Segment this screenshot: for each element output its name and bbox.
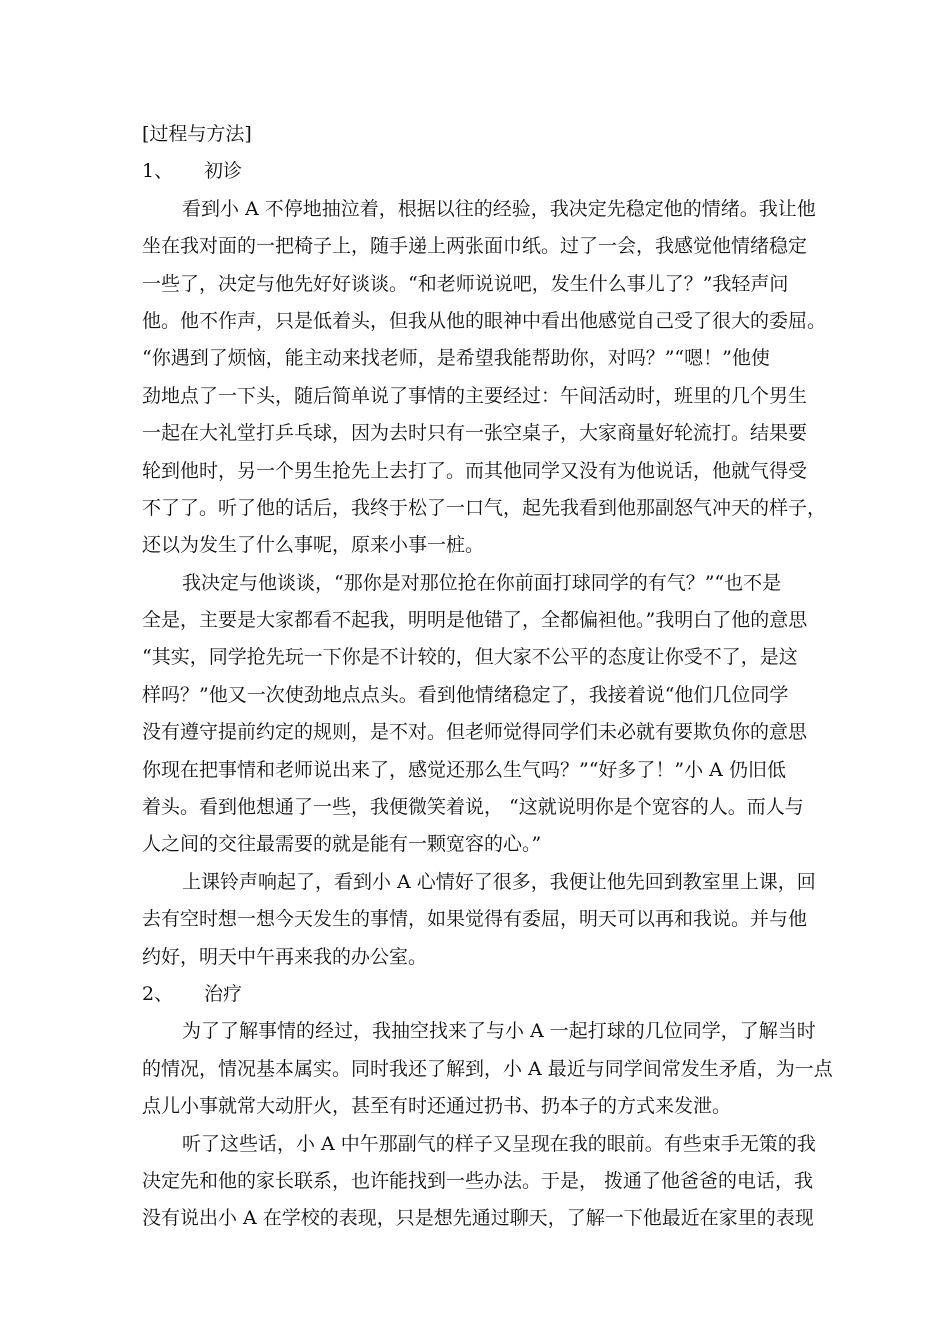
text-line: 不了了。听了他的话后，我终于松了一口气，起先我看到他那副怒气冲天的样子，	[142, 496, 827, 519]
text-line: 没有说出小 A 在学校的表现，只是想先通过聊天，了解一下他最近在家里的表现	[142, 1207, 814, 1230]
paragraph-2	[142, 565, 812, 864]
text-line: 一些了，决定与他先好好谈谈。“和老师说说吧，发生什么事儿了？”我轻声问	[142, 272, 789, 295]
text-line: “你遇到了烦恼，能主动来找老师，是希望我能帮助你，对吗？”“嗯！”他使	[142, 347, 770, 370]
text-line: 你现在把事情和老师说出来了，感觉还那么生气吗？”“好多了！”小 A 仍旧低	[142, 758, 786, 781]
text-line: 一起在大礼堂打乒乓球，因为去时只有一张空桌子，大家商量好轮流打。结果要	[142, 422, 808, 445]
text-line: 轮到他时，另一个男生抢先上去打了。而其他同学又没有为他说话，他就气得受	[142, 459, 808, 482]
step1-heading	[142, 153, 812, 190]
section-heading	[142, 116, 812, 153]
text-line: 劲地点了一下头，随后简单说了事情的主要经过：午间活动时，班里的几个男生	[142, 384, 808, 407]
text-line: 点儿小事就常大动肝火，甚至有时还通过扔书、扔本子的方式来发泄。	[142, 1095, 732, 1118]
text-line: 去有空时想一想今天发生的事情，如果觉得有委屈，明天可以再和我说。并与他	[142, 908, 808, 931]
text-line: 样吗？”他又一次使劲地点点头。看到他情绪稳定了，我接着说“他们几位同学	[142, 683, 789, 706]
step2-heading	[142, 976, 812, 1013]
text-line: 看到小 A 不停地抽泣着，根据以往的经验，我决定先稳定他的情绪。我让他	[182, 197, 816, 220]
section-heading-text: [过程与方法]	[142, 123, 252, 145]
text-line: 我决定与他谈谈，“那你是对那位抢在你前面打球同学的有气？”“也不是	[182, 571, 782, 594]
step1-number: 1、	[142, 160, 174, 183]
text-line: 约好，明天中午再来我的办公室。	[142, 945, 428, 968]
text-line: 全是，主要是大家都看不起我，明明是他错了，全都偏袒他。”我明白了他的意思	[142, 609, 808, 632]
paragraph-5	[142, 1126, 816, 1238]
paragraph-3	[142, 864, 816, 976]
text-line: 听了这些话，小 A 中午那副气的样子又呈现在我的眼前。有些束手无策的我	[182, 1132, 816, 1155]
paragraph-1	[142, 191, 827, 565]
text-line: 人之间的交往最需要的就是能有一颗宽容的心。”	[142, 833, 542, 856]
text-line: 他。他不作声，只是低着头，但我从他的眼神中看出他感觉自己受了很大的委屈。	[142, 309, 827, 332]
text-line: 的情况，情况基本属实。同时我还了解到，小 A 最近与同学间常发生矛盾，为一点	[142, 1057, 833, 1080]
step1-title: 初诊	[204, 160, 243, 183]
step2-title: 治疗	[204, 982, 243, 1005]
text-line: “其实，同学抢先玩一下你是不计较的，但大家不公平的态度让你受不了，是这	[142, 646, 798, 669]
text-line: 坐在我对面的一把椅子上，随手递上两张面巾纸。过了一会，我感觉他情绪稳定	[142, 235, 808, 258]
step2-number: 2、	[142, 982, 174, 1005]
text-line: 还以为发生了什么事呢，原来小事一桩。	[142, 534, 485, 557]
text-line: 上课铃声响起了，看到小 A 心情好了很多，我便让他先回到教室里上课，回	[182, 870, 816, 893]
paragraph-4	[142, 1013, 833, 1125]
text-line: 决定先和他的家长联系，也许能找到一些办法。于是， 拨通了他爸爸的电话，我	[142, 1169, 814, 1192]
text-line: 没有遵守提前约定的规则，是不对。但老师觉得同学们未必就有要欺负你的意思	[142, 721, 808, 744]
text-line: 着头。看到他想通了一些，我便微笑着说， “这就说明你是个宽容的人。而人与	[142, 796, 804, 819]
document-body	[142, 116, 833, 1238]
text-line: 为了了解事情的经过，我抽空找来了与小 A 一起打球的几位同学，了解当时	[182, 1020, 816, 1043]
